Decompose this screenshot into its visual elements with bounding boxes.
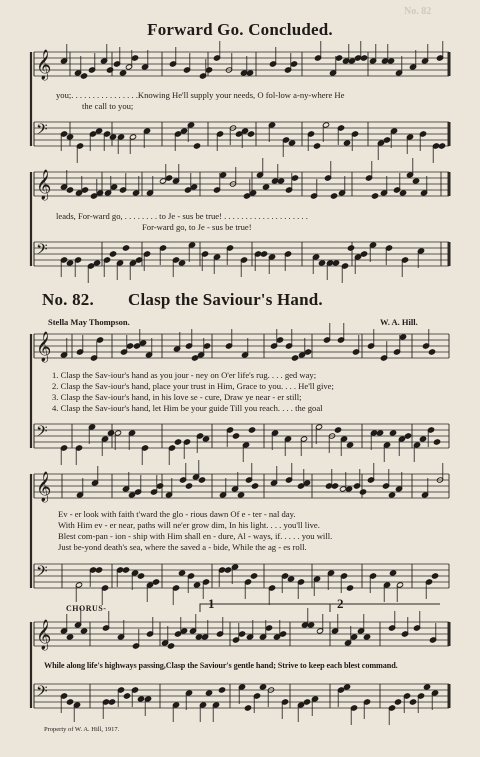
copyright-footer: Property of W. A. Hill, 1917. [44, 726, 120, 733]
svg-text:𝄢: 𝄢 [36, 563, 48, 584]
verse-line-1: 1. Clasp the Sav-iour's hand as you jour - ney on O'er life's rug. . . . ged way; [52, 370, 317, 380]
svg-text:𝄞: 𝄞 [36, 472, 52, 502]
faded-page-number: No. 82 [404, 6, 432, 17]
lyricist-credit: Stella May Thompson. [48, 317, 130, 327]
verse-line-4: 4. Clasp the Sav-iour's hand, let Him be your guide Till you reach. . . . the goal [52, 403, 323, 413]
hymn-number: No. 82. [42, 290, 94, 309]
composer-credit: W. A. Hill. [380, 317, 418, 327]
clef-signs [36, 49, 51, 704]
lyric-line: leads, For-ward go, . . . . . . . . to Je - sus be true! . . . . . . . . . . . . . . . . . . . . [56, 211, 308, 221]
verse-line-2: With Him ev - er near, paths will ne'er grow dim, In his light. . . . you'll live. [58, 520, 320, 530]
svg-text:𝄢: 𝄢 [36, 683, 48, 704]
svg-text:𝄢: 𝄢 [36, 241, 48, 262]
first-ending-number: 1 [208, 596, 215, 611]
lyric-line: the call to you; [82, 101, 134, 111]
verse-line-2: 2. Clasp the Sav-iour's hand, place your trust in Him, Grace to you. . . . He'll give; [52, 381, 334, 391]
verse-line-4: Just be-yond death's sea, where the saved a - bide, While the ag - es roll. [58, 542, 307, 552]
svg-text:𝄞: 𝄞 [36, 332, 52, 362]
hymn-title: Clasp the Saviour's Hand. [128, 290, 323, 309]
lyric-line: you;. . . . . . . . . . . . . . . .Knowing He'll supply your needs, O fol-low a-ny-where He [56, 90, 345, 100]
svg-text:𝄞: 𝄞 [36, 170, 52, 200]
lyric-line: For-ward go, to Je - sus be true! [142, 222, 252, 232]
chorus-label: CHORUS- [66, 604, 107, 613]
svg-text:𝄢: 𝄢 [36, 423, 48, 444]
svg-text:𝄢: 𝄢 [36, 121, 48, 142]
chorus-lyric: While along life's highways passing,Clasp the Saviour's gentle hand; Strive to keep each blest command. [44, 661, 398, 670]
svg-text:𝄞: 𝄞 [36, 50, 52, 80]
verse-line-3: 3. Clasp the Sav-iour's hand, in his love se - cure, Draw ye near - er still; [52, 392, 302, 402]
section-title-forward-go: Forward Go. Concluded. [147, 20, 333, 39]
verse-line-3: Blest com-pan - ion - ship with Him shall en - dure, Al - ways, if. . . . . you will. [58, 531, 333, 541]
svg-text:𝄞: 𝄞 [36, 620, 52, 650]
second-ending-number: 2 [337, 596, 344, 611]
verse-line-1: Ev - er look with faith t'ward the glo - rious dawn Of e - ter - nal day. [58, 509, 296, 519]
